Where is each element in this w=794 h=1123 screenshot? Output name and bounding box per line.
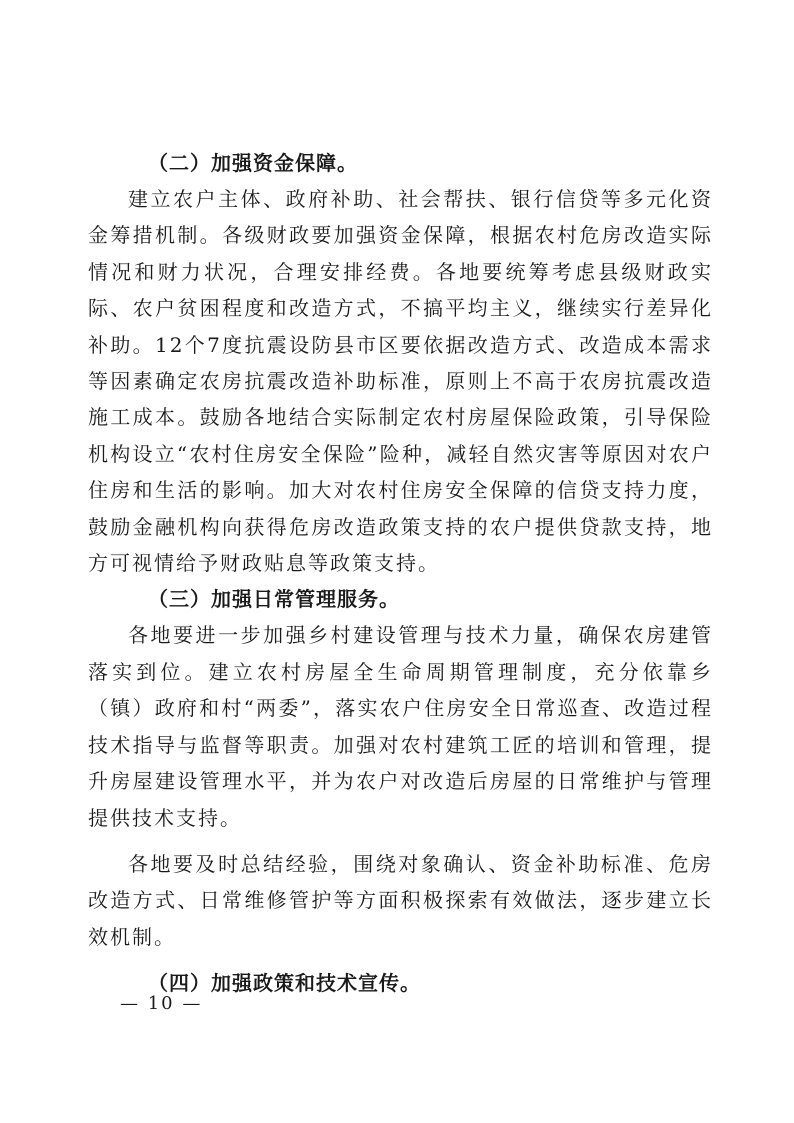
paragraph-spacer — [88, 836, 713, 846]
section-daily-management — [88, 581, 713, 955]
paragraph: 各地要进一步加强乡村建设管理与技术力量，确保农房建管落实到位。建立农村房屋全生命周期管理制度，充分依靠乡（镇）政府和村“两委”，落实农户住房安全日常巡查、改造过程技术指导与监督等职责。加强对农村建筑工匠的培训和管理，提升房屋建设管理水平，并为农户对改造后房屋的日常维护与管理提供技术支持。 — [88, 623, 713, 830]
section-heading: （二）加强资金保障。 — [148, 151, 358, 175]
section-funding — [88, 145, 713, 581]
paragraph: 建立农户主体、政府补助、社会帮扶、银行信贷等多元化资金筹措机制。各级财政要加强资金保障，根据农村危房改造实际情况和财力状况，合理安排经费。各地要统筹考虑县级财政实际、农户贫困程度和改造方式，不搞平均主义，继续实行差异化补助。12个7度抗震设防县市区要依据改造方式、改造成本需求等因素确定农房抗震改造补助标准，原则上不高于农房抗震改造施工成本。鼓励各地结合实际制定农村房屋保险政策，引导保险机构设立“农村住房安全保险”险种，减轻自然灾害等原因对农户住房和生活的影响。加大对农村住房安全保障的信贷支持力度，鼓励金融机构向获得危房改造政策支持的农户提供贷款支持，地方可视情给予财政贴息等政策支持。 — [88, 187, 713, 576]
section-heading: （四）加强政策和技术宣传。 — [148, 971, 421, 996]
section-heading: （三）加强日常管理服务。 — [148, 587, 400, 612]
page-number: — 10 — — [120, 993, 203, 1014]
paragraph: 各地要及时总结经验，围绕对象确认、资金补助标准、危房改造方式、日常维修管护等方面积极探索有效做法，逐步建立长效机制。 — [88, 851, 713, 949]
section-spacer — [88, 955, 713, 965]
document-body — [88, 145, 713, 1001]
